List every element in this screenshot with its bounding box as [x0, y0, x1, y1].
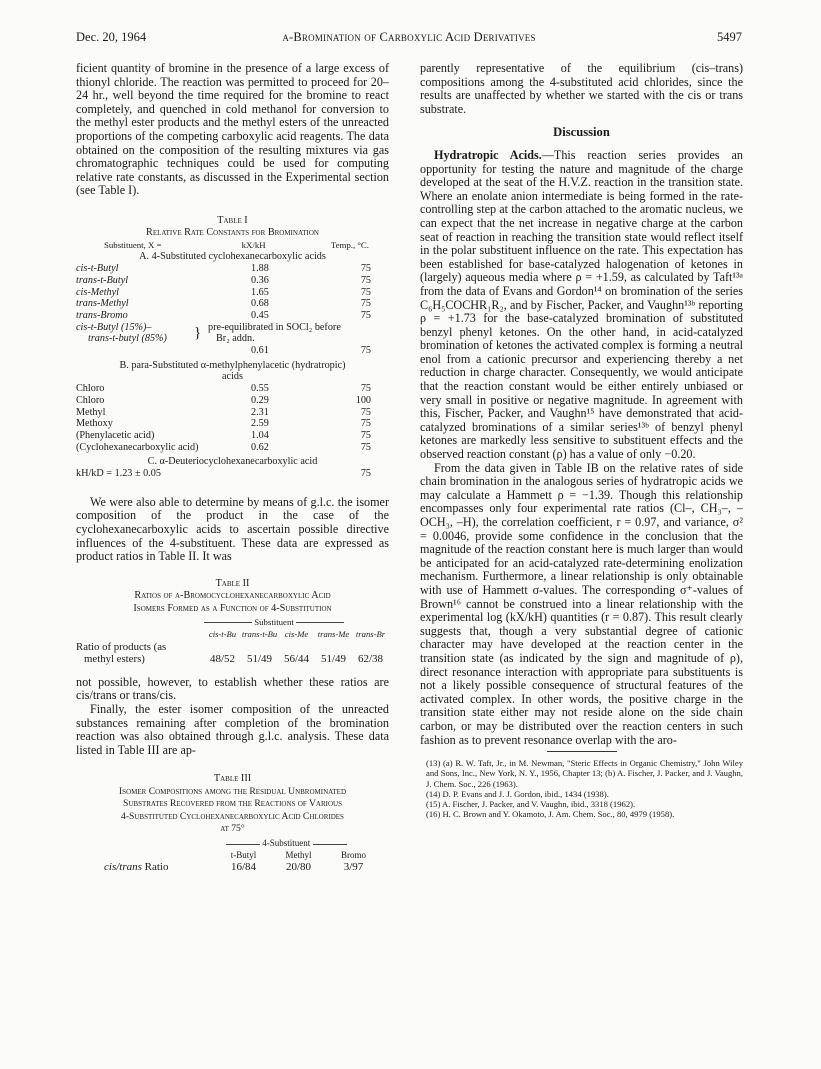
table-row: [76, 862, 389, 874]
cell-ratio: 1.65: [251, 286, 269, 298]
cell-substituent: trans-t-Butyl: [76, 274, 129, 286]
footnote: (15) A. Fischer, J. Packer, and V. Vaughn, ibid., 3318 (1962).: [426, 798, 636, 809]
cell-substituent: (Cyclohexanecarboxylic acid): [76, 441, 199, 453]
table-row: [76, 275, 389, 287]
footnotes: [420, 758, 743, 819]
spanner-header: Substituent: [76, 617, 389, 629]
cell-ratio: 0.68: [251, 298, 269, 310]
cell-ratio: 0.45: [251, 309, 269, 321]
cell-substituent: Chloro: [76, 394, 105, 406]
paragraph: not possible, however, to establish whether these ratios are cis/trans or trans/cis.: [76, 674, 389, 703]
column-header: trans-t-Bu: [241, 628, 278, 639]
table-row: [76, 263, 389, 275]
table-cell: 48/52: [209, 653, 236, 666]
cell-substituent: (Phenylacetic acid): [76, 430, 155, 441]
cell-ratio: 0.36: [251, 274, 269, 286]
table-title: Ratios of α-Bromocyclohexanecarboxylic Acid: [134, 590, 331, 602]
col-header-substituent: Substituent, X =: [104, 239, 162, 250]
run-in-heading: Hydratropic Acids.: [434, 147, 542, 162]
cell-ratio: 2.59: [251, 418, 269, 430]
cell-temp: 75: [360, 286, 371, 298]
cell-substituent: cis-t-Butyl (15%)– trans-t-butyl (85%): [76, 321, 167, 345]
row-label: Ratio of products (as methyl esters): [76, 641, 167, 666]
cell-ratio: 1.04: [251, 430, 269, 441]
cell-substituent: Chloro: [76, 383, 105, 395]
table-label: Table I: [217, 214, 248, 226]
table-header-row: [76, 240, 389, 252]
cell-isotope-effect: kH/kD = 1.23 ± 0.05: [76, 468, 161, 480]
page-number: 5497: [717, 30, 742, 44]
table-row: [76, 298, 389, 310]
cell-temp: 75: [360, 274, 371, 286]
table-cell: 51/49: [246, 653, 273, 666]
table-row: [76, 383, 389, 395]
column-header: t-Butyl: [230, 850, 257, 861]
table-row: [76, 395, 389, 407]
table-row: [76, 442, 389, 454]
cell-ratio: 0.55: [251, 383, 269, 395]
table-3: [76, 773, 389, 873]
cell-temp: 75: [360, 406, 371, 418]
column-header: trans-Br: [355, 628, 386, 639]
left-column: [76, 62, 389, 874]
footnote-rule: [547, 751, 617, 752]
table-cell: 20/80: [285, 860, 312, 873]
header-date: Dec. 20, 1964: [76, 30, 147, 44]
cell-note: pre-equilibrated in SOCl₂ before Br₂ addn.: [208, 321, 341, 345]
spanner-header: 4-Substituent: [76, 838, 389, 850]
cell-temp: 75: [360, 298, 371, 310]
table-cell: 62/38: [357, 653, 384, 666]
cell-temp: 100: [355, 394, 371, 406]
paragraph: ficient quantity of bromine in the presence of a large excess of thionyl chloride. The reaction was permitted to proceed for 20–24 hr., well beyond the time required for the bromine to react completely, and quenched in cold methanol for conversion to the methyl ester products and the methyl esters of the unreacted proportions of the competing carboxylic acid reagents. The data obtained on the composition of the resulting mixtures via gas chromatographic techniques could be used for computing relative rate constants, as discussed in the Experimental section (see Table I).: [76, 61, 389, 198]
cell-substituent: cis-Methyl: [76, 286, 119, 298]
table-cell: 51/49: [320, 653, 347, 666]
cell-temp: 75: [360, 309, 371, 321]
paragraph: Hydratropic Acids.—This reaction series provides an opportunity for testing the nature and magnitude of the charge developed at the seat of the H.V.Z. reaction in the transition state. Where an enolate anion intermediate is being formed in the rate-controlling step at the carbon attached to the aromatic nucleus, we can expect that the net increase in negative charge at the carbon seat of reaction in reaching the transition state would reflect itself in the polar substituent influence on the rate. This expectation has been established for base-catalyzed halogenation of ketones in (largely) aqueous media where ρ = +1.59, as calculated by Taft¹³ᵃ from the data of Evans and Gordon¹⁴ on bromination of the series C₆H₅COCHR₁R₂, and by Fischer, Packer, and Vaughn¹³ᵇ reporting ρ = +1.73 for the base-catalyzed bromination of substituted benzyl phenyl ketones. On the other hand, in acid-catalyzed bromination of ketones the activated complex is forming a neutral enol from a cationic precursor and experiencing thereby a net reduction in charge character. Consequently, we would anticipate that the reaction constant would be either entirely unbiased or very small in positive or negative magnitude. In agreement with this, Fischer, Packer, and Vaughn¹⁵ have demonstrated that acid-catalyzed brominations of a similar series¹³ᵇ of benzyl phenyl ketones are markedly less sensitive to substituent effects and the observed reaction constant (ρ) has a value of only −0.20.: [420, 147, 743, 462]
table-row: [76, 418, 389, 430]
table-row: [76, 345, 389, 357]
footnote: (14) D. P. Evans and J. J. Gordon, ibid., 1434 (1938).: [426, 788, 609, 799]
col-header-ratio: kX/kH: [241, 239, 266, 250]
paragraph: parently representative of the equilibrium (cis–trans) compositions among the 4-substituted acid chlorides, since the results are unaffected by whether we started with the cis or trans substrate.: [420, 61, 743, 116]
section-heading: Discussion: [553, 125, 610, 140]
table-title: Relative Rate Constants for Bromination: [146, 227, 319, 239]
table-section-b: B. para-Substituted α-methylphenylacetic (hydratropic) acids: [119, 359, 346, 383]
table-1: [76, 215, 389, 480]
footnote: (16) H. C. Brown and Y. Okamoto, J. Am. Chem. Soc., 80, 4979 (1958).: [426, 809, 675, 820]
column-header: Bromo: [340, 850, 366, 861]
cell-ratio: 2.31: [251, 406, 269, 418]
table-title: Isomer Compositions among the Residual Unbrominated: [118, 785, 347, 797]
right-column: [420, 62, 743, 819]
cell-substituent: Methoxy: [76, 418, 113, 430]
table-title: Isomers Formed as a Function of 4-Substitution: [133, 602, 332, 614]
cell-substituent: trans-Methyl: [76, 298, 129, 310]
column-header: cis-t-Bu: [208, 628, 237, 639]
table-row: [76, 310, 389, 322]
cell-temp: 75: [360, 263, 371, 275]
table-label: Table III: [213, 773, 252, 785]
table-section-c: C. α-Deuteriocyclohexanecarboxylic acid: [147, 456, 318, 468]
table-section-a: A. 4-Substituted cyclohexanecarboxylic acids: [139, 251, 326, 263]
column-header: trans-Me: [317, 628, 350, 639]
table-row: [76, 322, 389, 345]
cell-temp: 75: [360, 430, 371, 441]
table-row: [76, 430, 389, 442]
table-title: 4-Substituted Cyclohexanecarboxylic Acid Chlorides: [121, 810, 344, 822]
table-row: [76, 407, 389, 419]
paragraph: We were also able to determine by means of g.l.c. the isomer composition of the product in the case of the cyclohexanecarboxylic acids to ascertain possible directive influences of the 4-substituent. These data are expressed as product ratios in Table II. It was: [76, 494, 389, 564]
table-cell: 56/44: [283, 653, 310, 666]
cell-temp: 75: [360, 441, 371, 453]
column-headers: [76, 629, 389, 641]
table-title: Substrates Recovered from the Reactions of Various: [123, 798, 342, 810]
cell-ratio: 0.29: [251, 394, 269, 406]
paragraph: From the data given in Table IB on the relative rates of side chain bromination in the analogous series of hydratropic acids we may calculate a Hammett ρ = −1.39. Though this relationship encompasses only four experimental rate ratios (Cl–, CH₃–, –OCH₃, –H), the correlation coefficient, r = 0.97, and variance, σ² = 0.0046, provide some confidence in the conclusion that the magnitude of the reaction constant here is much larger than would be anticipated for an acid-catalyzed rate-determining enolization mechanism. Furthermore, a linear relationship is only obtainable with use of Hammett σ-values. The corresponding σ⁺-values of Brown¹⁶ cannot be construed into a linear relationship with the experimental log (kX/kH) quantities (r = 0.87). This result clearly suggests that, though a very substantial degree of cationic character may have developed at the reaction center in the transition state (as indicated by the sign and magnitude of ρ), direct resonance interaction with appropriate para substituents is not a likely possible consequence of structural features of the activated complex. In other words, the positive charge in the transition state either may not reside alone on the side chain carbon, or may be distributed over the reaction centers in such fashion as to prevent resonance overlap with the aro-: [420, 460, 743, 747]
paragraph: Finally, the ester isomer composition of the unreacted substances remaining after completion of the bromination reaction was also obtained through g.l.c. analysis. These data listed in Table III are ap-: [76, 702, 389, 757]
cell-ratio: 0.61: [251, 345, 269, 357]
cell-temp: 75: [360, 418, 371, 430]
column-header: Methyl: [285, 850, 312, 861]
row-label: cis/trans Ratio: [104, 860, 169, 873]
table-2: [76, 578, 389, 666]
brace-icon: }: [194, 324, 202, 341]
table-title: at 75°: [220, 823, 245, 834]
cell-temp: 75: [360, 345, 371, 357]
table-row: [76, 468, 389, 480]
cell-ratio: 0.62: [251, 441, 269, 453]
cell-temp: 75: [360, 383, 371, 395]
table-cell: 3/97: [343, 860, 364, 873]
table-cell: 16/84: [230, 860, 257, 873]
cell-substituent: Methyl: [76, 406, 106, 418]
column-header: cis-Me: [284, 628, 309, 639]
table-row: [76, 642, 389, 665]
table-row: [76, 287, 389, 299]
cell-temp: 75: [360, 468, 371, 480]
footnote: (13) (a) R. W. Taft, Jr., in M. Newman, "Steric Effects in Organic Chemistry," John Wiley and Sons, Inc., New York, N. Y., 1956, Chapter 13; (b) A. Fischer, J. Packer, and J. Vaughn, J. Chem. Soc., 226 (1963).: [426, 758, 743, 789]
col-header-temp: Temp., °C.: [330, 239, 369, 250]
header-title: α-Bromination of Carboxylic Acid Derivatives: [282, 30, 536, 44]
cell-substituent: cis-t-Butyl: [76, 263, 119, 275]
cell-ratio: 1.88: [251, 263, 269, 275]
table-label: Table II: [215, 577, 250, 589]
cell-substituent: trans-Bromo: [76, 309, 128, 321]
